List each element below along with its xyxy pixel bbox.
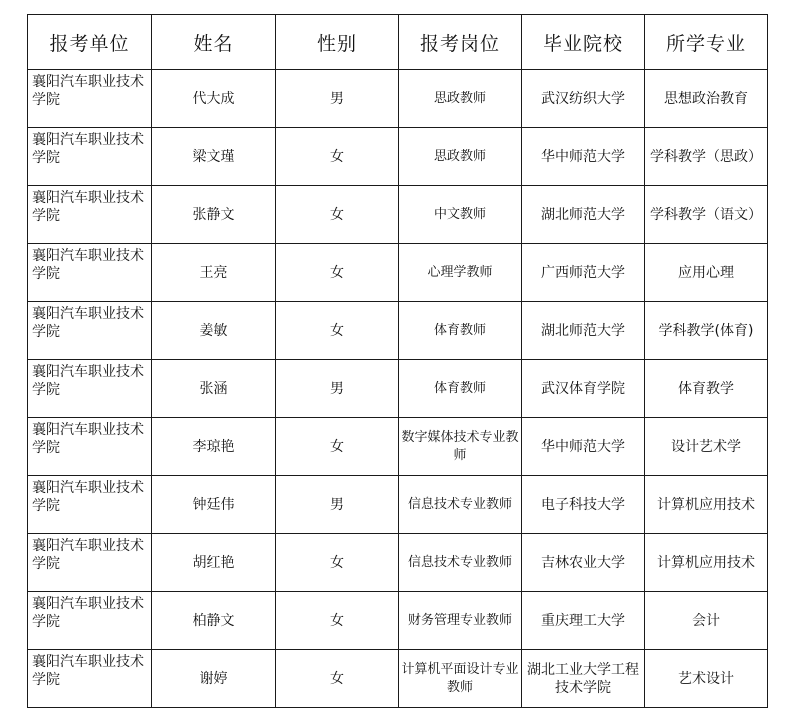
header-post: 报考岗位	[399, 15, 522, 70]
cell-gender: 男	[276, 70, 399, 128]
cell-major: 体育教学	[645, 360, 768, 418]
cell-gender: 男	[276, 476, 399, 534]
cell-school: 吉林农业大学	[522, 534, 645, 592]
table-row	[28, 418, 768, 476]
cell-major: 会计	[645, 592, 768, 650]
cell-name: 代大成	[152, 70, 276, 128]
cell-post: 数字媒体技术专业教师	[399, 418, 522, 476]
cell-unit: 襄阳汽车职业技术学院	[28, 186, 152, 244]
header-row	[28, 15, 768, 70]
cell-post: 体育教师	[399, 360, 522, 418]
cell-major: 设计艺术学	[645, 418, 768, 476]
header-unit: 报考单位	[28, 15, 152, 70]
cell-school: 湖北师范大学	[522, 302, 645, 360]
cell-post: 计算机平面设计专业教师	[399, 650, 522, 708]
applicant-table	[27, 14, 768, 708]
cell-name: 钟廷伟	[152, 476, 276, 534]
cell-gender: 女	[276, 418, 399, 476]
cell-school: 湖北工业大学工程技术学院	[522, 650, 645, 708]
header-gender: 性别	[276, 15, 399, 70]
table-row	[28, 360, 768, 418]
table-row	[28, 534, 768, 592]
table-row	[28, 70, 768, 128]
cell-gender: 女	[276, 534, 399, 592]
cell-unit: 襄阳汽车职业技术学院	[28, 534, 152, 592]
cell-name: 张涵	[152, 360, 276, 418]
cell-name: 姜敏	[152, 302, 276, 360]
cell-school: 电子科技大学	[522, 476, 645, 534]
cell-post: 信息技术专业教师	[399, 534, 522, 592]
cell-name: 柏静文	[152, 592, 276, 650]
header-name: 姓名	[152, 15, 276, 70]
cell-major: 应用心理	[645, 244, 768, 302]
cell-school: 重庆理工大学	[522, 592, 645, 650]
cell-major: 思想政治教育	[645, 70, 768, 128]
cell-school: 武汉纺织大学	[522, 70, 645, 128]
cell-name: 胡红艳	[152, 534, 276, 592]
cell-gender: 女	[276, 128, 399, 186]
cell-post: 心理学教师	[399, 244, 522, 302]
cell-school: 湖北师范大学	[522, 186, 645, 244]
cell-name: 梁文瑾	[152, 128, 276, 186]
table-row	[28, 476, 768, 534]
cell-school: 华中师范大学	[522, 418, 645, 476]
cell-post: 信息技术专业教师	[399, 476, 522, 534]
cell-name: 李琼艳	[152, 418, 276, 476]
cell-major: 计算机应用技术	[645, 534, 768, 592]
table-row	[28, 650, 768, 708]
cell-post: 思政教师	[399, 128, 522, 186]
cell-gender: 女	[276, 302, 399, 360]
cell-gender: 男	[276, 360, 399, 418]
cell-major: 艺术设计	[645, 650, 768, 708]
cell-unit: 襄阳汽车职业技术学院	[28, 650, 152, 708]
table-row	[28, 592, 768, 650]
cell-unit: 襄阳汽车职业技术学院	[28, 476, 152, 534]
applicant-table-container	[27, 14, 768, 708]
cell-gender: 女	[276, 592, 399, 650]
cell-post: 中文教师	[399, 186, 522, 244]
table-row	[28, 128, 768, 186]
header-major: 所学专业	[645, 15, 768, 70]
cell-name: 张静文	[152, 186, 276, 244]
cell-gender: 女	[276, 650, 399, 708]
table-row	[28, 186, 768, 244]
table-row	[28, 244, 768, 302]
cell-unit: 襄阳汽车职业技术学院	[28, 128, 152, 186]
cell-unit: 襄阳汽车职业技术学院	[28, 70, 152, 128]
cell-unit: 襄阳汽车职业技术学院	[28, 302, 152, 360]
cell-post: 思政教师	[399, 70, 522, 128]
cell-school: 广西师范大学	[522, 244, 645, 302]
cell-unit: 襄阳汽车职业技术学院	[28, 244, 152, 302]
cell-school: 武汉体育学院	[522, 360, 645, 418]
cell-name: 王亮	[152, 244, 276, 302]
cell-name: 谢婷	[152, 650, 276, 708]
cell-major: 学科教学（思政）	[645, 128, 768, 186]
header-school: 毕业院校	[522, 15, 645, 70]
cell-major: 学科教学(体育)	[645, 302, 768, 360]
cell-unit: 襄阳汽车职业技术学院	[28, 360, 152, 418]
cell-gender: 女	[276, 244, 399, 302]
cell-post: 体育教师	[399, 302, 522, 360]
table-row	[28, 302, 768, 360]
cell-major: 学科教学（语文）	[645, 186, 768, 244]
cell-unit: 襄阳汽车职业技术学院	[28, 592, 152, 650]
cell-major: 计算机应用技术	[645, 476, 768, 534]
cell-gender: 女	[276, 186, 399, 244]
cell-school: 华中师范大学	[522, 128, 645, 186]
cell-post: 财务管理专业教师	[399, 592, 522, 650]
cell-unit: 襄阳汽车职业技术学院	[28, 418, 152, 476]
